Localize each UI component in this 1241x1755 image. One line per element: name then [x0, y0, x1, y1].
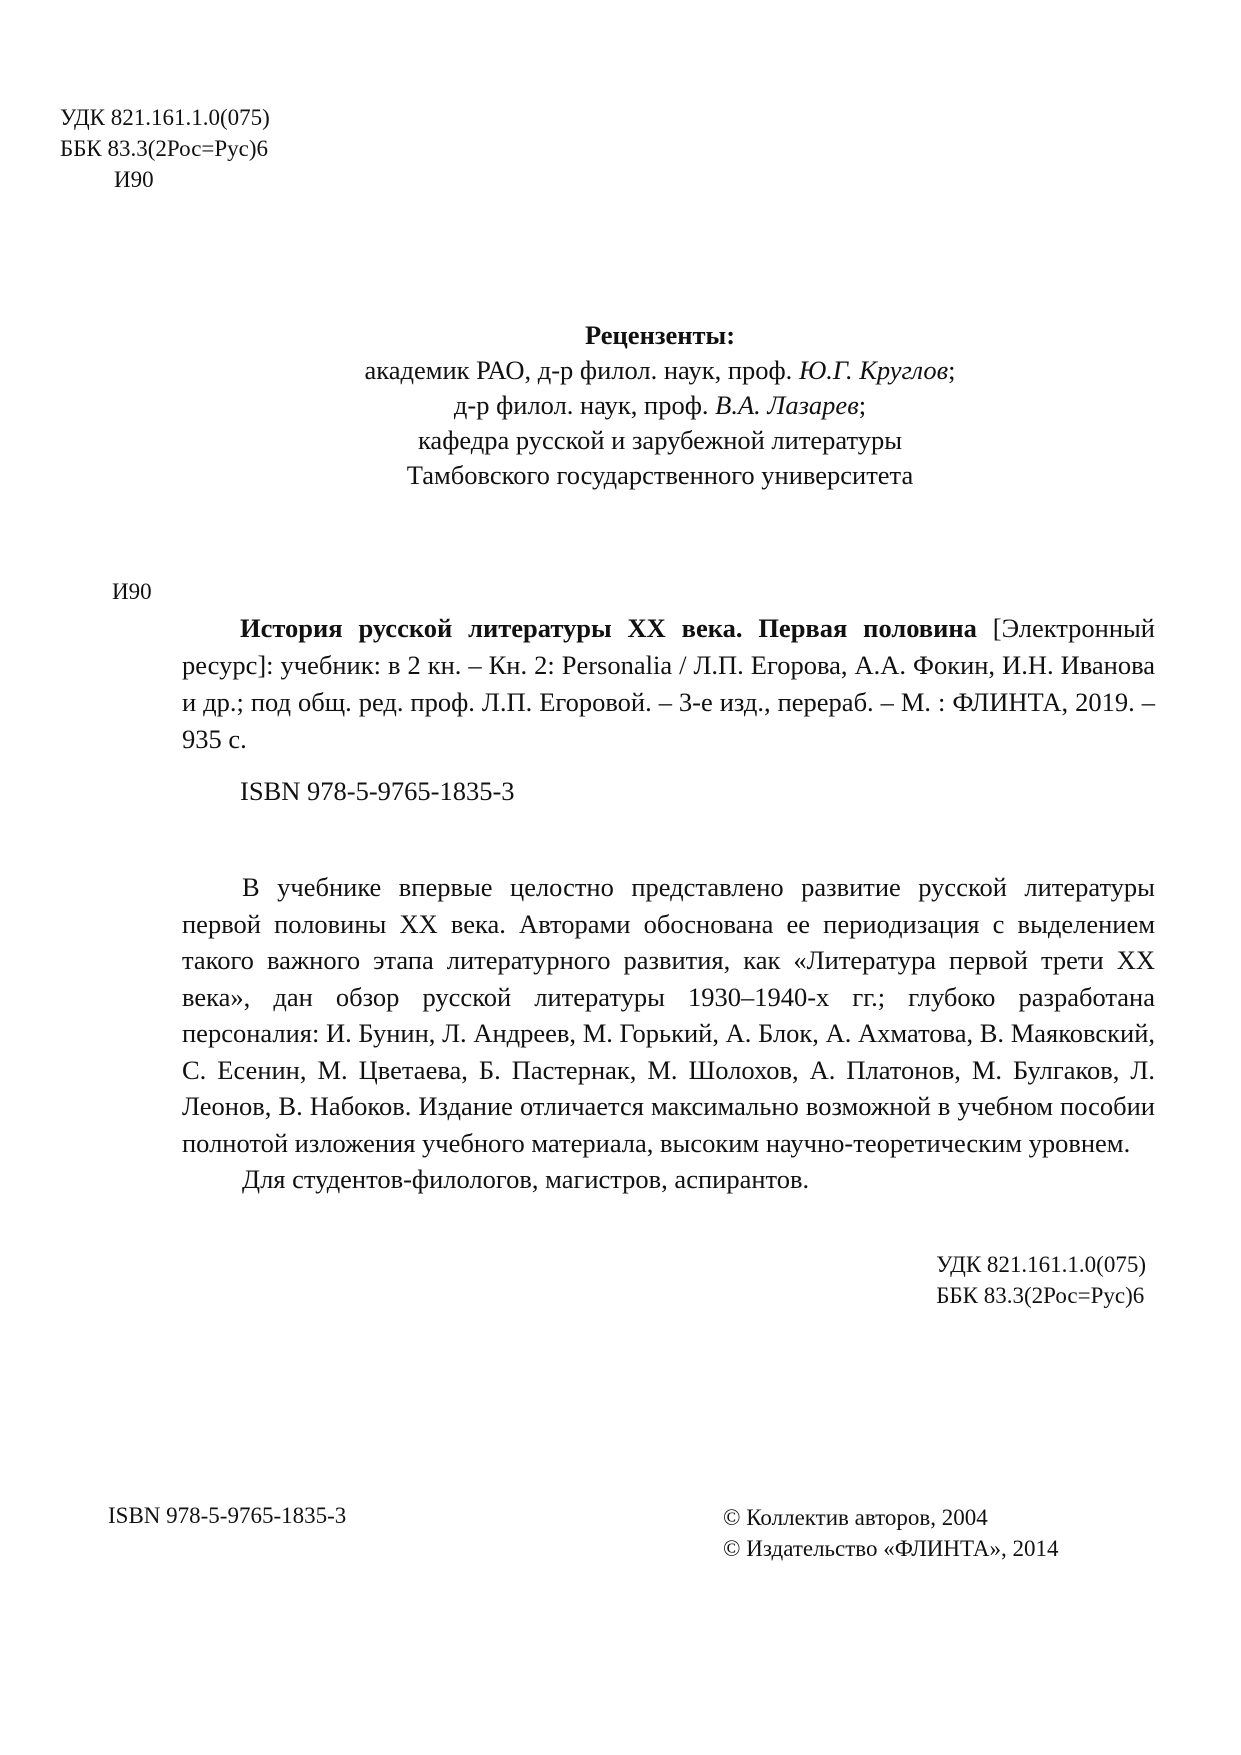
annotation-paragraph-2: Для студентов-филологов, магистров, аспирантов. [242, 1164, 810, 1194]
reviewer-2-punct: ; [858, 390, 867, 420]
header-codes [60, 102, 270, 195]
annotation-paragraph-1: В учебнике впервые целостно представлено развитие русской литературы первой половины XX века. Авторами обоснована ее периодизация с выделением такого важного этапа литературного развития, как «Литература первой трети XX века», дан обзор русской литературы 1930–1940-х гг.; глубоко разработана персоналия: И. Бунин, Л. Андреев, М. Горький, А. Блок, А. Ахматова, В. Маяковский, С. Есенин, М. Цветаева, Б. Пастернак, М. Шолохов, А. Платонов, М. Булгаков, Л. Леонов, В. Набоков. Издание отличается максимально возможной в учебном пособии полнотой изложения учебного материала, высоким научно-теоретическим уровнем. [182, 872, 1155, 1158]
copyright-authors: © Коллектив авторов, 2004 [723, 1505, 988, 1530]
bbk-code: ББК 83.3(2Рос=Рус)6 [60, 136, 269, 161]
reviewers-heading: Рецензенты: [584, 320, 736, 350]
isbn-footer: ISBN 978-5-9765-1835-3 [108, 1503, 347, 1528]
reviewers-block [290, 318, 1030, 493]
reviewer-3-line2: Тамбовского государственного университета [406, 460, 914, 490]
reviewer-2 [290, 388, 1030, 423]
reviewer-1 [290, 353, 1030, 388]
bibliographic-details: [Электронный ресурс]: учебник: в 2 кн. – Кн. 2: Personalia / Л.П. Егорова, А.А. Фокин, И.Н. Иванова и др.; под общ. ред. проф. Л.П. Егоровой. – 3-е изд., перераб. – М. : ФЛИНТА, 2019. – 935 с. [182, 613, 1155, 754]
reviewer-1-title: академик РАО, д-р филол. наук, проф. [364, 355, 799, 385]
copyright-publisher: © Издательство «ФЛИНТА», 2014 [723, 1536, 1059, 1561]
annotation [182, 869, 1155, 1198]
copyright-block [723, 1502, 1059, 1564]
reviewer-2-name: В.А. Лазарев [715, 390, 859, 420]
udk-code-bottom: УДК 821.161.1.0(075) [936, 1252, 1146, 1277]
classification-codes [936, 1249, 1146, 1311]
reviewer-3-line1: кафедра русской и зарубежной литературы [417, 425, 903, 455]
reviewer-2-title: д-р филол. наук, проф. [453, 390, 716, 420]
bibliographic-record [182, 610, 1155, 758]
reviewer-1-name: Ю.Г. Круглов [798, 355, 949, 385]
reviewer-1-punct: ; [948, 355, 956, 385]
bbk-code-bottom: ББК 83.3(2Рос=Рус)6 [936, 1283, 1145, 1308]
udk-code: УДК 821.161.1.0(075) [60, 105, 270, 130]
isbn-record: ISBN 978-5-9765-1835-3 [240, 776, 515, 806]
bibliography-author-mark: И90 [112, 579, 152, 604]
book-title: История русской литературы XX века. Первая половина [240, 613, 977, 643]
author-mark: И90 [114, 167, 154, 192]
